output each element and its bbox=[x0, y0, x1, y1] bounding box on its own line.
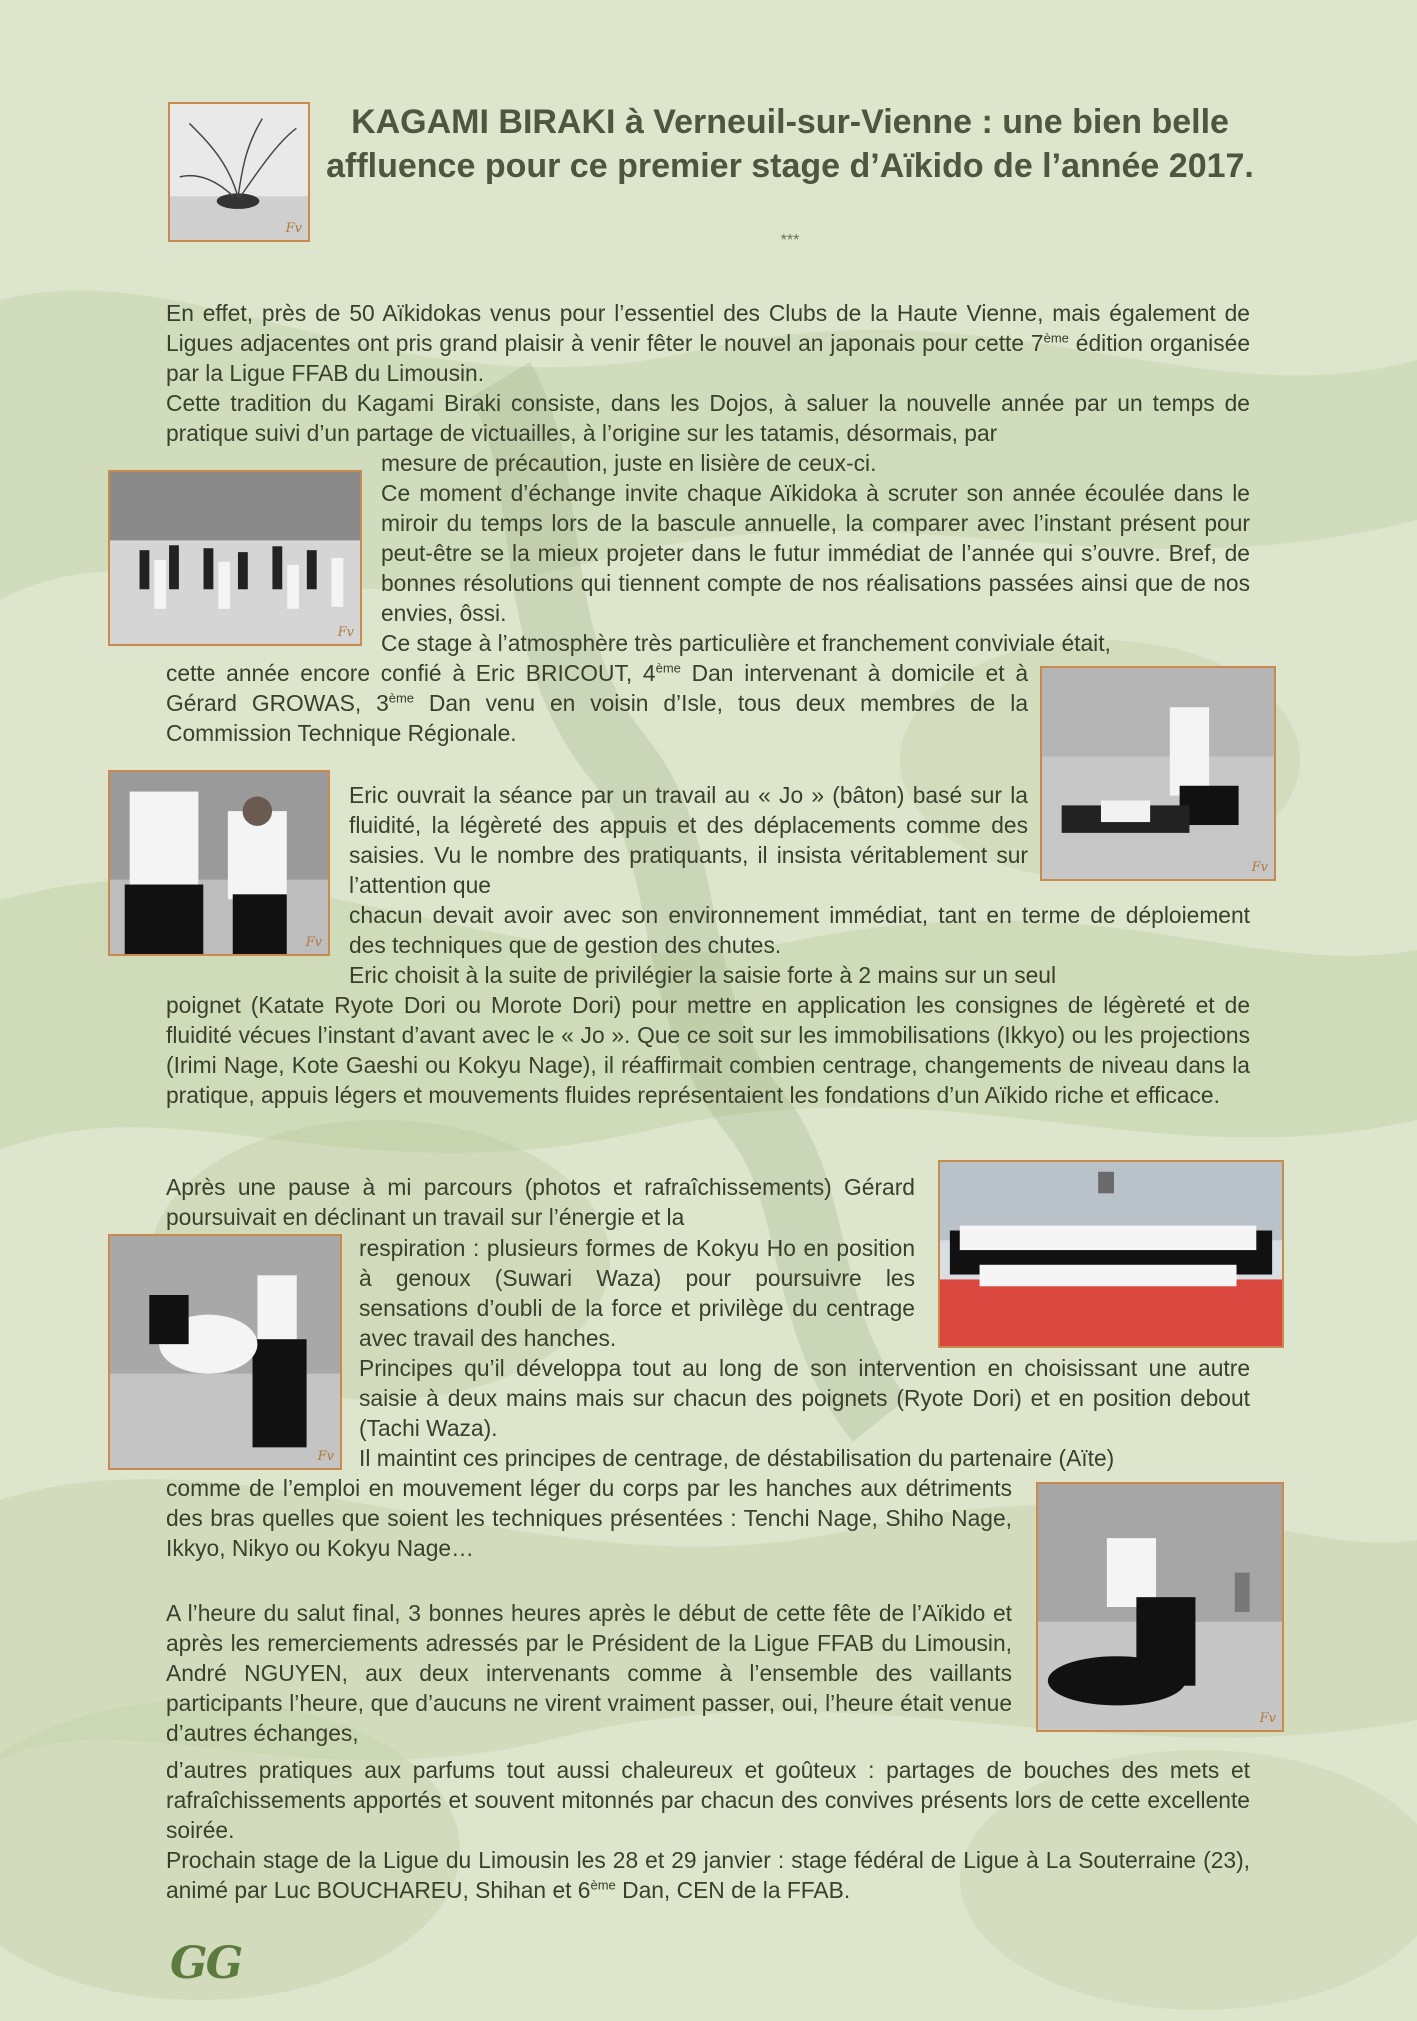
ground-technique-photo bbox=[1036, 1482, 1284, 1732]
photo-credit: Fv bbox=[285, 221, 302, 236]
principles-paragraph: Principes qu’il développa tout au long de son intervention en choisissant une autre saisie à deux mains mais sur chacun des poignets (Ryote Dori) et en position debout (Tachi Waza). Il maintint ces principes de centrage, de déstabilisation du partenaire (Aïte) bbox=[359, 1355, 1250, 1471]
dojo-practice-photo bbox=[108, 470, 362, 646]
photo-credit: Fv bbox=[317, 1449, 334, 1464]
immobilization-photo bbox=[1040, 666, 1276, 881]
photo-credit: Fv bbox=[1251, 860, 1268, 875]
tradition-paragraph: Cette tradition du Kagami Biraki consiste, dans les Dojos, à saluer la nouvelle année par un temps de pratique suivi d’un partage de victuailles, à l’origine sur les tatamis, désormais, par bbox=[166, 390, 1250, 446]
photo-credit: Fv bbox=[305, 935, 322, 950]
ikebana-photo bbox=[168, 102, 310, 242]
instructors-paragraph: cette année encore confié à Eric BRICOUT, 4ème Dan intervenant à domicile et à Gérard GROWAS, 3ème Dan venu en voisin d’Isle, tous deux membres de la Commission Technique Régionale. bbox=[166, 660, 1028, 746]
closing-paragraph-cont: d’autres pratiques aux parfums tout aussi chaleureux et goûteux : partages de bouches des mets et rafraîchissements apportés et souvent mitonnés par chacun des convives présents lors de cette excellente soirée. Prochain stage de la Ligue du Limousin les 28 et 29 janvier : stage fédéral de Ligue à La Souterraine (23), animé par Luc BOUCHAREU, Shihan et 6ème Dan, CEN de la FFAB. bbox=[166, 1757, 1250, 1903]
author-signature: GG bbox=[170, 1938, 242, 1989]
photo-credit: Fv bbox=[337, 625, 354, 640]
reflection-paragraph: Ce moment d’échange invite chaque Aïkidoka à scruter son année écoulée dans le miroir du temps lors de la bascule annuelle, la comparer avec l’instant présent pour peut-être se la mieux projeter dans le futur immédiat de l’année qui s’ouvre. Bref, de bonnes résolutions qui tiennent compte de nos réalisations passées ainsi que de nos envies, ôssi. Ce stage à l’atmosphère très particulière et franchement conviviale était, bbox=[381, 480, 1250, 656]
breathing-paragraph: respiration : plusieurs formes de Kokyu Ho en position à genoux (Suwari Waza) pour poursuivre les sensations d’oubli de la force et privilège du centrage avec travail des hanches. bbox=[359, 1235, 915, 1351]
tradition-paragraph-end: mesure de précaution, juste en lisière de ceux-ci. bbox=[381, 450, 877, 476]
jo-grip-photo bbox=[108, 770, 330, 956]
jo-paragraph-cont: chacun devait avoir avec son environnement immédiat, tant en terme de déploiement des techniques que de gestion des chutes. Eric choisit à la suite de privilégier la saisie forte à 2 mains sur un seul bbox=[349, 902, 1250, 988]
jo-paragraph: Eric ouvrait la séance par un travail au « Jo » (bâton) basé sur la fluidité, la légèreté des appuis et des déplacements comme des saisies. Vu le nombre des pratiquants, il insista véritablement sur l’attention que bbox=[349, 782, 1028, 898]
intro-paragraph: En effet, près de 50 Aïkidokas venus pour l’essentiel des Clubs de la Haute Vienne, mais également de Ligues adjacentes ont pris grand plaisir à venir fêter le nouvel an japonais pour cette 7ème édition organisée par la Ligue FFAB du Limousin. Cette tradition du Kagami Biraki consiste, dans les Dojos, à saluer la nouvelle année par un temps de pratique suivi d’un partage de victuailles, à l’origine sur les tatamis, désormais, par bbox=[166, 300, 1250, 446]
grip-paragraph: poignet (Katate Ryote Dori ou Morote Dori) pour mettre en application les consignes de légèreté et de fluidité vécues l’instant d’avant avec le « Jo ». Que ce soit sur les immobilisations (Ikkyo) ou les projections (Irimi Nage, Kote Gaeshi ou Kokyu Nage), il réaffirmait combien centrage, changements de niveau dans la pratique, appuis légers et mouvements fluides représentaient les fondations d’un Aïkido riche et efficace. bbox=[166, 992, 1250, 1108]
closing-paragraph: A l’heure du salut final, 3 bonnes heures après le début de cette fête de l’Aïkido et après les remerciements adressés par le Président de la Ligue FFAB du Limousin, André NGUYEN, aux deux intervenants comme à l’ensemble des vaillants participants l’heure, que d’aucuns ne virent vraiment passer, oui, l’heure était venue d’autres échanges, bbox=[166, 1600, 1012, 1746]
hips-paragraph: comme de l’emploi en mouvement léger du corps par les hanches aux détriments des bras quelles que soient les techniques présentées : Tenchi Nage, Shiho Nage, Ikkyo, Nikyo ou Kokyu Nage… bbox=[166, 1475, 1012, 1561]
pause-paragraph: Après une pause à mi parcours (photos et rafraîchissements) Gérard poursuivait en déclinant un travail sur l’énergie et la bbox=[166, 1174, 915, 1230]
throw-photo bbox=[108, 1234, 342, 1470]
separator: *** bbox=[780, 232, 800, 249]
group-photo bbox=[938, 1160, 1284, 1348]
photo-credit: Fv bbox=[1259, 1711, 1276, 1726]
article-title: KAGAMI BIRAKI à Verneuil-sur-Vienne : une bien belle affluence pour ce premier stage d’Aïkido de l’année 2017. bbox=[326, 103, 1254, 185]
